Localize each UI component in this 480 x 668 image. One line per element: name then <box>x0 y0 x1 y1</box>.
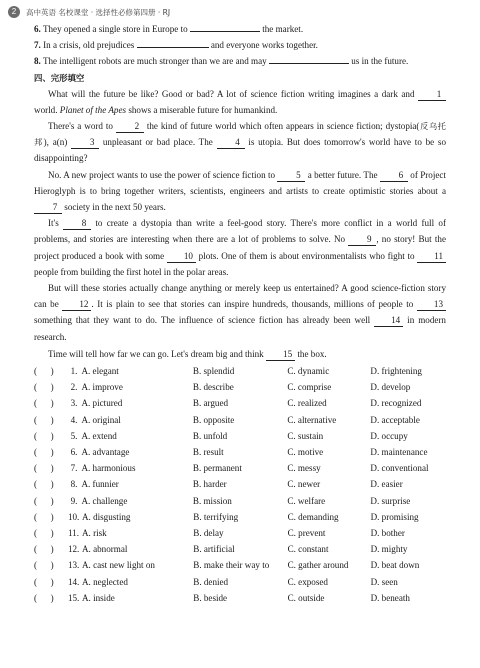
passage-text: plots. One of them is about environmentalists who fight to <box>198 250 415 261</box>
option-b[interactable]: B. harder <box>192 479 227 490</box>
fill-item-8 <box>34 53 446 69</box>
answer-paren[interactable]: ( ) <box>34 382 54 393</box>
answer-paren[interactable]: ( ) <box>34 398 54 409</box>
fill-item-text-after: and everyone works together. <box>210 40 318 51</box>
passage-text: What will the future be like? Good or bad? A lot of science fiction writing imagines a dark and <box>48 88 415 99</box>
option-d[interactable]: D. occupy <box>370 430 408 441</box>
passage-text: No. A new project wants to use the power of science fiction to <box>48 169 276 180</box>
option-c[interactable]: C. newer <box>287 479 321 490</box>
passage-text: world. <box>34 104 58 115</box>
passage-text: the kind of future world which often appears in science fiction; dystopia( <box>146 121 420 132</box>
option-b[interactable]: B. delay <box>193 527 224 538</box>
options-table <box>34 363 446 606</box>
answer-paren[interactable]: ( ) <box>34 430 54 441</box>
option-c[interactable]: C. messy <box>287 463 321 474</box>
option-b[interactable]: B. unfold <box>192 430 228 441</box>
answer-paren[interactable]: ( ) <box>34 560 54 571</box>
option-row <box>34 428 446 444</box>
option-c[interactable]: C. comprise <box>287 382 332 393</box>
option-c[interactable]: C. sustain <box>287 430 324 441</box>
question-number: 12. <box>67 544 80 555</box>
blank-2[interactable]: 2 <box>116 121 144 133</box>
passage-text: , no story! But the project produced a book with some <box>34 234 446 261</box>
question-number: 15. <box>67 592 80 603</box>
passage-paragraph-3 <box>34 167 446 216</box>
blank-15[interactable]: 15 <box>266 349 295 361</box>
option-d[interactable]: D. seen <box>370 576 398 587</box>
option-d[interactable]: D. bother <box>370 527 405 538</box>
option-row <box>34 493 446 509</box>
option-row <box>34 412 446 428</box>
fill-item-text-after: the market. <box>262 24 304 34</box>
fill-item-7 <box>34 37 446 53</box>
option-a[interactable]: A. improve <box>81 382 123 393</box>
question-number: 3. <box>70 398 78 409</box>
blank-7[interactable]: 7 <box>34 202 62 214</box>
option-row <box>34 574 446 590</box>
answer-paren[interactable]: ( ) <box>34 479 54 490</box>
passage-text: is utopia. But does tomorrow's world have to be so disappointing? <box>34 137 447 164</box>
blank-10[interactable]: 10 <box>167 251 196 263</box>
passage-text: to create a dystopia than write a feel-good story. There's more conflict in a world full of problems, and stories are interesting when there are a lot of problems to solve. No <box>34 218 446 245</box>
option-c[interactable]: C. prevent <box>287 527 326 538</box>
fill-item-text-before: The intelligent robots are much stronger than we are and may <box>42 56 267 67</box>
option-a[interactable]: A. harmonious <box>81 463 136 474</box>
blank-3[interactable]: 3 <box>71 137 99 149</box>
question-number: 2. <box>70 382 78 393</box>
passage-paragraph-6 <box>34 346 446 362</box>
option-a[interactable]: A. inside <box>81 592 115 603</box>
answer-paren[interactable]: ( ) <box>34 576 54 587</box>
option-d[interactable]: D. mighty <box>370 544 408 555</box>
answer-paren[interactable]: ( ) <box>34 592 54 603</box>
option-a[interactable]: A. elegant <box>81 366 119 377</box>
option-b[interactable]: B. mission <box>192 495 232 506</box>
blank-5[interactable]: 5 <box>277 170 305 182</box>
option-row <box>34 541 446 557</box>
fill-item-text-before: They opened a single store in Europe to <box>42 24 188 34</box>
passage-text: people from building the first hotel in the polar areas. <box>34 266 229 277</box>
fill-item-number: 6. <box>34 24 41 34</box>
question-number: 6. <box>70 447 78 457</box>
option-row <box>34 363 446 379</box>
option-row <box>34 557 446 573</box>
passage-text: something that they want to do. The influence of science fiction has already been well <box>34 315 371 326</box>
option-b[interactable]: B. splendid <box>192 366 235 377</box>
question-number: 9. <box>70 495 78 506</box>
question-number: 5. <box>70 430 78 441</box>
passage-text: It's <box>48 218 59 229</box>
chinese-gloss: 反乌托邦 <box>34 121 446 148</box>
option-b[interactable]: B. opposite <box>192 414 235 425</box>
option-b[interactable]: B. denied <box>193 576 229 587</box>
fill-item-6 <box>34 21 446 37</box>
option-c[interactable]: C. dynamic <box>287 366 330 377</box>
passage-text: the box. <box>297 348 327 359</box>
question-number: 7. <box>70 463 78 474</box>
question-number: 1. <box>70 366 78 377</box>
answer-blank[interactable] <box>269 54 349 64</box>
passage-text: . It is plain to see that stories can inspire hundreds, thousands, millions of people to <box>91 299 414 310</box>
passage-paragraph-1 <box>34 86 446 118</box>
passage-paragraph-2 <box>34 118 446 167</box>
option-a[interactable]: A. neglected <box>81 576 128 587</box>
blank-14[interactable]: 14 <box>374 315 403 327</box>
answer-paren[interactable]: ( ) <box>34 544 54 555</box>
option-b[interactable]: B. make their way to <box>193 560 270 571</box>
page-header <box>8 5 446 19</box>
answer-paren[interactable]: ( ) <box>34 463 54 474</box>
option-row <box>34 444 446 460</box>
question-number: 14. <box>67 576 80 587</box>
answer-paren[interactable]: ( ) <box>34 495 54 506</box>
option-row <box>34 590 446 606</box>
cloze-passage <box>34 86 446 362</box>
answer-blank[interactable] <box>190 22 260 32</box>
option-row <box>34 379 446 395</box>
answer-blank[interactable] <box>137 38 209 48</box>
page-number-badge: 2 <box>8 6 20 18</box>
option-row <box>34 476 446 492</box>
option-b[interactable]: B. beside <box>193 592 228 603</box>
option-a[interactable]: A. funnier <box>81 479 119 490</box>
option-d[interactable]: D. beneath <box>370 592 410 603</box>
passage-text: of Project Hieroglyph is to bring together writers, scientists, engineers and artists to create optimistic stories about a <box>34 169 446 196</box>
blank-1[interactable]: 1 <box>418 89 446 101</box>
answer-paren[interactable]: ( ) <box>34 447 54 457</box>
option-b[interactable]: B. terrifying <box>193 511 239 522</box>
book-title: Planet of the Apes <box>59 104 127 115</box>
section-title: 四、完形填空 <box>34 72 85 83</box>
passage-text: in modern research. <box>34 315 446 342</box>
fill-item-number: 8. <box>34 56 41 67</box>
blank-11[interactable]: 11 <box>417 251 446 263</box>
fill-item-text-after: us in the future. <box>351 56 409 67</box>
passage-text: shows a miserable future for humankind. <box>128 104 278 115</box>
option-c[interactable]: C. exposed <box>287 576 328 587</box>
option-c[interactable]: C. demanding <box>287 511 339 522</box>
option-d[interactable]: D. promising <box>370 511 419 522</box>
option-a[interactable]: A. original <box>81 414 121 425</box>
option-row <box>34 509 446 525</box>
blank-12[interactable]: 12 <box>62 299 91 311</box>
option-c[interactable]: C. outside <box>287 592 325 603</box>
option-c[interactable]: C. realized <box>287 398 327 409</box>
option-c[interactable]: C. motive <box>287 447 324 457</box>
option-b[interactable]: B. artificial <box>193 544 235 555</box>
option-d[interactable]: D. conventional <box>370 463 429 474</box>
option-c[interactable]: C. alternative <box>287 414 337 425</box>
option-a[interactable]: A. risk <box>81 527 107 538</box>
option-row <box>34 525 446 541</box>
answer-paren[interactable]: ( ) <box>34 414 54 425</box>
question-number: 11. <box>67 527 79 538</box>
option-a[interactable]: A. disgusting <box>81 511 131 522</box>
passage-text: Time will tell how far we can go. Let's dream big and think <box>48 348 264 359</box>
option-c[interactable]: C. gather around <box>287 560 349 571</box>
option-a[interactable]: A. challenge <box>81 495 128 506</box>
passage-text: ), a(n) <box>43 137 68 148</box>
passage-text: unpleasant or bad place. The <box>102 137 213 148</box>
option-a[interactable]: A. pictured <box>81 398 123 409</box>
option-c[interactable]: C. constant <box>287 544 329 555</box>
option-d[interactable]: D. recognized <box>370 398 422 409</box>
question-number: 10. <box>67 511 80 522</box>
option-row <box>34 395 446 411</box>
question-number: 4. <box>70 414 78 425</box>
answer-paren[interactable]: ( ) <box>34 366 54 377</box>
question-number: 8. <box>70 479 78 490</box>
fill-in-section <box>34 21 446 70</box>
option-a[interactable]: A. cast new light on <box>81 560 155 571</box>
blank-8[interactable]: 8 <box>63 218 91 230</box>
option-a[interactable]: A. extend <box>81 430 117 441</box>
passage-paragraph-5 <box>34 280 446 345</box>
fill-item-text-before: In a crisis, old prejudices <box>43 40 135 51</box>
question-number: 13. <box>67 560 80 571</box>
blank-4[interactable]: 4 <box>217 137 245 149</box>
option-d[interactable]: D. beat down <box>370 560 420 571</box>
option-row <box>34 460 446 476</box>
passage-text: a better future. The <box>307 169 378 180</box>
fill-item-number: 7. <box>34 40 41 51</box>
option-b[interactable]: B. permanent <box>192 463 242 474</box>
answer-paren[interactable]: ( ) <box>34 511 54 522</box>
passage-text: society in the next 50 years. <box>64 202 166 213</box>
option-d[interactable]: D. easier <box>370 479 403 490</box>
answer-paren[interactable]: ( ) <box>34 527 54 538</box>
option-d[interactable]: D. maintenance <box>370 447 428 457</box>
option-d[interactable]: D. frightening <box>370 366 422 377</box>
passage-paragraph-4 <box>34 215 446 280</box>
option-b[interactable]: B. result <box>192 447 224 457</box>
option-a[interactable]: A. abnormal <box>81 544 128 555</box>
blank-13[interactable]: 13 <box>417 299 446 311</box>
header-title: 高中英语 名校课堂 · 选择性必修第四册 · RJ <box>26 7 171 17</box>
passage-text: There's a word to <box>48 121 113 132</box>
option-d[interactable]: D. surprise <box>370 495 411 506</box>
option-b[interactable]: B. argued <box>192 398 229 409</box>
option-d[interactable]: D. acceptable <box>370 414 420 425</box>
passage-text: But will these stories actually change anything or merely keep us entertained? A good science-fiction story can be <box>34 283 446 310</box>
blank-9[interactable]: 9 <box>348 234 376 246</box>
option-c[interactable]: C. welfare <box>287 495 326 506</box>
option-a[interactable]: A. advantage <box>81 447 130 457</box>
option-d[interactable]: D. develop <box>370 382 411 393</box>
option-b[interactable]: B. describe <box>192 382 234 393</box>
blank-6[interactable]: 6 <box>380 170 408 182</box>
